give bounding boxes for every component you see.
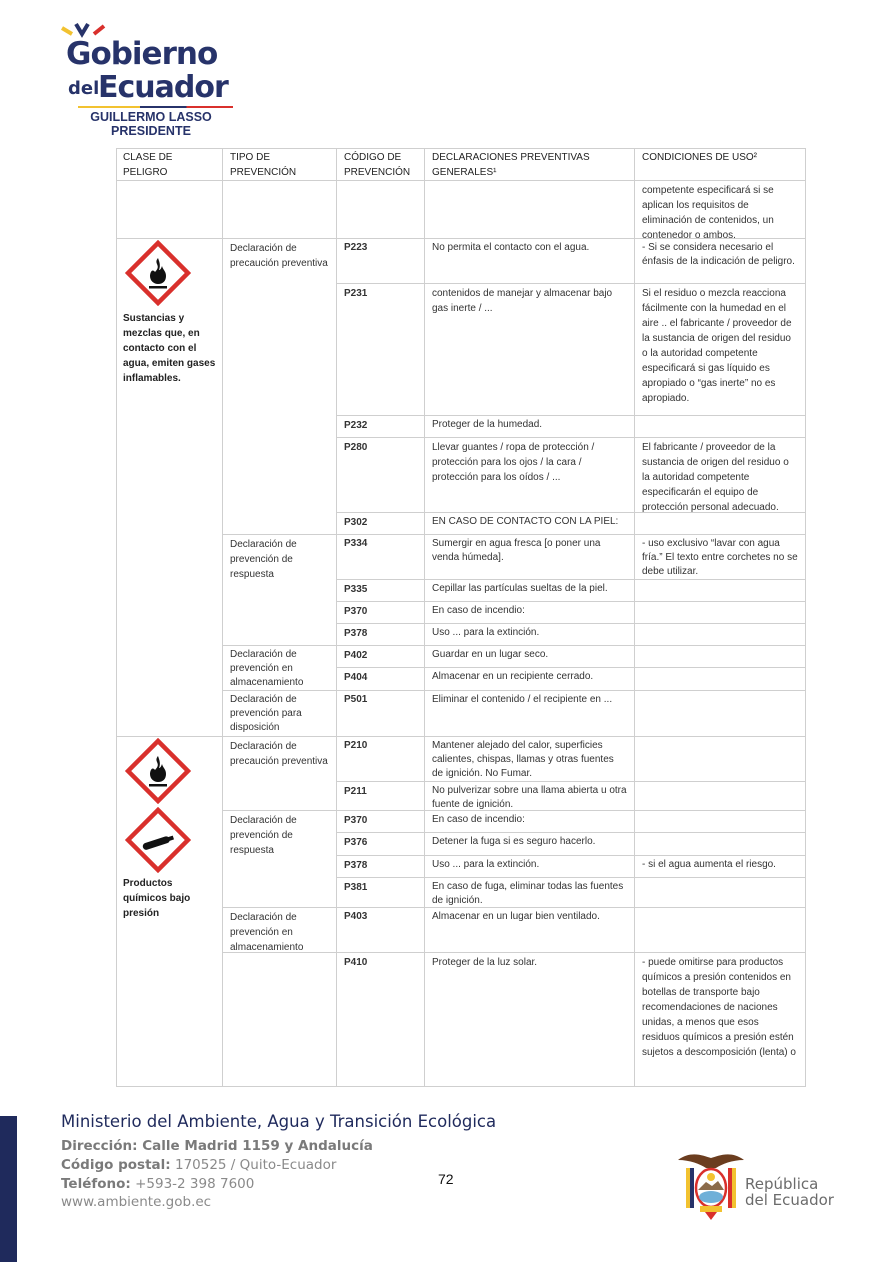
condition-text [635, 602, 806, 624]
condition-text: El fabricante / proveedor de la sustancia de origen del residuo o la autoridad competente especificarán el equipo de protección personal adecuado. [635, 438, 806, 513]
logo-ecuador: Ecuador [98, 70, 228, 105]
statement-text: Almacenar en un lugar bien ventilado. [425, 908, 635, 953]
logo-tricolor-line [78, 106, 233, 108]
statement-text: Detener la fuga si es seguro hacerlo. [425, 833, 635, 856]
prevention-code: P211 [337, 782, 425, 811]
statement-text: Cepillar las partículas sueltas de la piel. [425, 580, 635, 602]
statement-text: En caso de incendio: [425, 811, 635, 833]
prevention-code: P231 [337, 284, 425, 416]
address-text: Dirección: Calle Madrid 1159 y Andalucía [61, 1138, 373, 1154]
condition-text [635, 624, 806, 646]
prevention-code: P403 [337, 908, 425, 953]
continuation-empty [223, 181, 337, 239]
prevention-code: P210 [337, 737, 425, 782]
condition-text [635, 908, 806, 953]
precautionary-statements-table [116, 148, 806, 1087]
condition-text: - uso exclusivo “lavar con agua fría.” El texto entre corchetes no se debe utilizar. [635, 535, 806, 580]
hazard-class-cell [116, 737, 223, 1087]
gobierno-logo [58, 14, 238, 138]
prevention-code: P501 [337, 691, 425, 737]
president-name: GUILLERMO LASSO [90, 110, 212, 124]
continuation-empty [425, 181, 635, 239]
condition-text [635, 878, 806, 908]
logo-gobierno: Gobierno [66, 36, 218, 72]
prevention-type: Declaración de prevención en almacenamiento [223, 646, 337, 691]
header-hazard-class: CLASE DE PELIGRO [116, 148, 223, 181]
condition-text: - si el agua aumenta el riesgo. [635, 856, 806, 878]
prevention-code: P232 [337, 416, 425, 438]
flame-pictogram-icon [125, 738, 191, 804]
prevention-code: P404 [337, 668, 425, 691]
prevention-code: P378 [337, 856, 425, 878]
condition-text [635, 691, 806, 737]
prevention-type: Declaración de prevención para disposición [223, 691, 337, 737]
prevention-code: P370 [337, 602, 425, 624]
statement-text: Proteger de la luz solar. [425, 953, 635, 1087]
prevention-code: P223 [337, 239, 425, 284]
condition-text [635, 513, 806, 535]
statement-text: Uso ... para la extinción. [425, 624, 635, 646]
prevention-code: P376 [337, 833, 425, 856]
header-general-statements: DECLARACIONES PREVENTIVAS GENERALES¹ [425, 148, 635, 181]
postal-code [61, 1157, 336, 1173]
prevention-code: P370 [337, 811, 425, 833]
logo-del: del [68, 78, 100, 99]
president-title: PRESIDENTE [111, 124, 191, 138]
prevention-code: P402 [337, 646, 425, 668]
footer-accent-bar [0, 1116, 17, 1262]
condition-text [635, 811, 806, 833]
condition-text [635, 416, 806, 438]
postal-label: Código postal: [61, 1157, 171, 1173]
hazard-class-text: Productos químicos bajo presión [123, 878, 191, 919]
republica-line2: del Ecuador [745, 1191, 834, 1209]
address [61, 1138, 373, 1154]
condition-text: Si el residuo o mezcla reacciona fácilmente con la humedad en el aire .. el fabricante / proveedor de la sustancia de origen del residuo o la autoridad competente especificará si gas líquido es apropiado o “gas inerte” no es apropiado. [635, 284, 806, 416]
prevention-code: P410 [337, 953, 425, 1087]
statement-text: Eliminar el contenido / el recipiente en ... [425, 691, 635, 737]
condition-text [635, 833, 806, 856]
condition-text: - Si se considera necesario el énfasis de la indicación de peligro. [635, 239, 806, 284]
statement-text: Llevar guantes / ropa de protección / protección para los ojos / la cara / protección para los oídos / ... [425, 438, 635, 513]
statement-text: En caso de incendio: [425, 602, 635, 624]
prevention-code: P302 [337, 513, 425, 535]
continuation-empty [116, 181, 223, 239]
continuation-empty [337, 181, 425, 239]
page-number: 72 [438, 1171, 454, 1187]
prevention-type: Declaración de prevención de respuesta [223, 811, 337, 908]
prevention-code: P381 [337, 878, 425, 908]
prevention-type: Declaración de precaución preventiva [223, 737, 337, 811]
condition-text: - puede omitirse para productos químicos a presión contenidos en botellas de transporte bajo recomendaciones de naciones unidas, a menos que esos residuos químicos a presión estén sujetos a descomposición (lenta) o [635, 953, 806, 1087]
statement-text: No pulverizar sobre una llama abierta u otra fuente de ignición. [425, 782, 635, 811]
phone-value: +593-2 398 7600 [130, 1176, 255, 1192]
statement-text: Sumergir en agua fresca [o poner una venda húmeda]. [425, 535, 635, 580]
prevention-type-empty [223, 953, 337, 1087]
statement-text: Mantener alejado del calor, superficies calientes, chispas, llamas y otras fuentes de ignición. No Fumar. [425, 737, 635, 782]
continuation-condition: competente especificará si se aplican los requisitos de eliminación de contenidos, un contenedor o ambos. [635, 181, 806, 239]
header-prevention-code: CÓDIGO DE PREVENCIÓN [337, 148, 425, 181]
statement-text: contenidos de manejar y almacenar bajo gas inerte / ... [425, 284, 635, 416]
prevention-type: Declaración de precaución preventiva [223, 239, 337, 535]
statement-text: Uso ... para la extinción. [425, 856, 635, 878]
hazard-class-text: Sustancias y mezclas que, en contacto con el agua, emiten gases inflamables. [123, 313, 216, 384]
phone-label: Teléfono: [61, 1176, 131, 1192]
ministry-name: Ministerio del Ambiente, Agua y Transición Ecológica [61, 1112, 497, 1131]
flame-pictogram-icon [125, 240, 191, 306]
condition-text [635, 737, 806, 782]
statement-text: En caso de fuga, eliminar todas las fuentes de ignición. [425, 878, 635, 908]
statement-text: No permita el contacto con el agua. [425, 239, 635, 284]
header-prevention-type: TIPO DE PREVENCIÓN [223, 148, 337, 181]
prevention-type: Declaración de prevención de respuesta [223, 535, 337, 646]
prevention-code: P334 [337, 535, 425, 580]
condition-text [635, 580, 806, 602]
prevention-code: P378 [337, 624, 425, 646]
condition-text [635, 668, 806, 691]
prevention-type: Declaración de prevención en almacenamiento [223, 908, 337, 953]
postal-value: 170525 / Quito-Ecuador [170, 1157, 337, 1173]
condition-text [635, 646, 806, 668]
statement-text: Guardar en un lugar seco. [425, 646, 635, 668]
hazard-class-cell [116, 239, 223, 737]
ecuador-coat-of-arms-icon [676, 1148, 746, 1223]
prevention-code: P280 [337, 438, 425, 513]
condition-text [635, 782, 806, 811]
header-conditions-of-use: CONDICIONES DE USO² [635, 148, 806, 181]
prevention-code: P335 [337, 580, 425, 602]
statement-text: Almacenar en un recipiente cerrado. [425, 668, 635, 691]
gas-cylinder-pictogram-icon [125, 807, 191, 873]
republica-del-ecuador [745, 1176, 834, 1208]
website-link[interactable]: www.ambiente.gob.ec [61, 1194, 212, 1210]
statement-text: Proteger de la humedad. [425, 416, 635, 438]
statement-text: EN CASO DE CONTACTO CON LA PIEL: [425, 513, 635, 535]
republica-line1: República [745, 1175, 819, 1193]
phone [61, 1176, 254, 1192]
